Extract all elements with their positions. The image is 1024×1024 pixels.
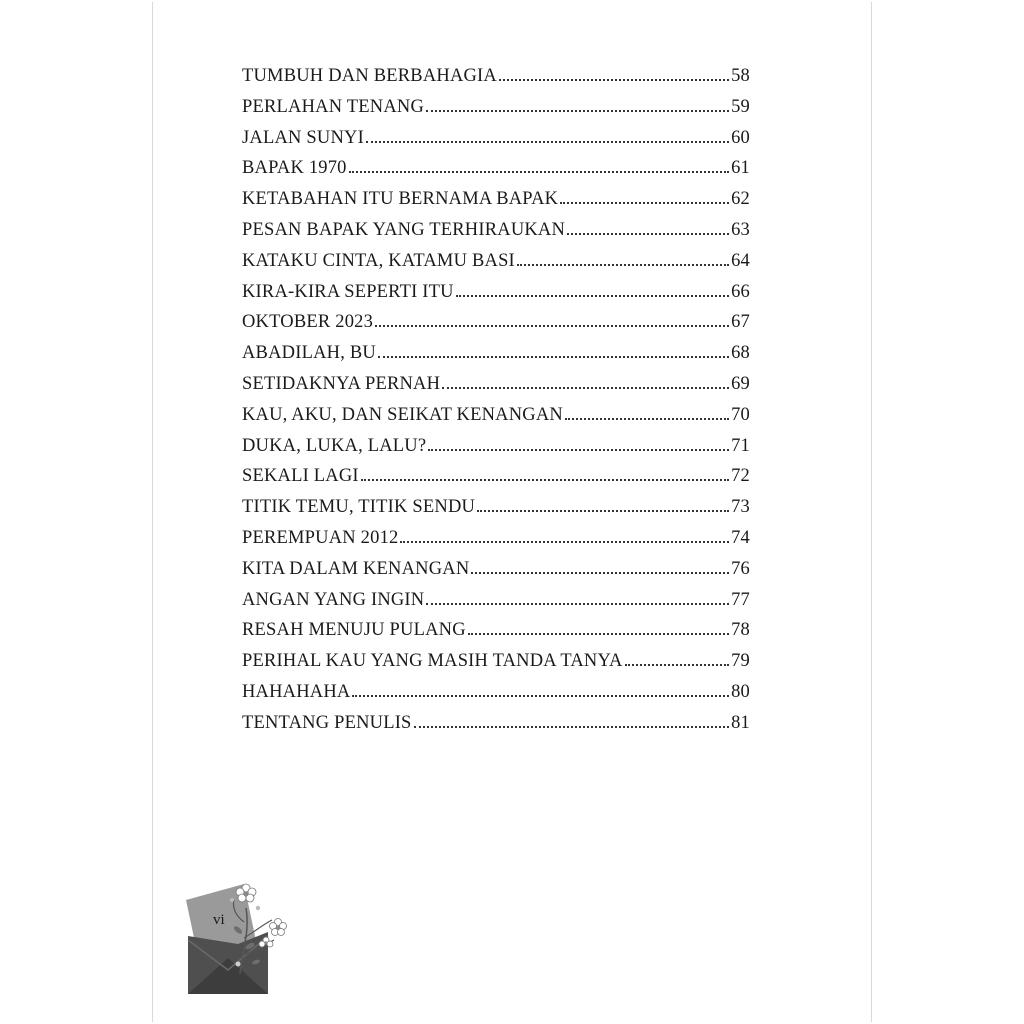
toc-entry-title: ANGAN YANG INGIN [242,589,425,610]
toc-entry [242,374,750,405]
dot-leader [477,510,729,512]
dot-leader [375,325,729,327]
toc-entry [242,158,750,189]
toc-entry-page-number: 76 [731,558,750,579]
toc-entry [242,559,750,590]
toc-entry-page-number: 81 [731,712,750,733]
toc-entry-page-number: 60 [731,127,750,148]
toc-entry-page-number: 78 [731,620,750,641]
dot-leader [468,633,729,635]
toc-entry-title: KIRA-KIRA SEPERTI ITU [242,281,454,302]
toc-entry-title: KETABAHAN ITU BERNAMA BAPAK [242,189,559,210]
toc-entry-page-number: 68 [731,343,750,364]
dot-leader [361,479,729,481]
toc-entry-title: TENTANG PENULIS [242,712,412,733]
toc-entry-page-number: 74 [731,527,750,548]
toc-entry-title: DUKA, LUKA, LALU? [242,435,427,456]
dot-leader [471,572,729,574]
toc-entry [242,343,750,374]
toc-entry-title: HAHAHAHA [242,681,351,702]
dot-leader [517,264,729,266]
toc-entry-page-number: 64 [731,250,750,271]
toc-entry-title: KITA DALAM KENANGAN [242,558,470,579]
dot-leader [499,79,729,81]
envelope-flower-icon [184,878,294,998]
toc-entry-title: TITIK TEMU, TITIK SENDU [242,497,476,518]
toc-entry [242,651,750,682]
toc-entry-page-number: 77 [731,589,750,610]
toc-entry-page-number: 73 [731,497,750,518]
dot-leader [625,664,730,666]
toc-entry-title: SEKALI LAGI [242,466,359,487]
toc-entry-title: SETIDAKNYA PERNAH [242,373,441,394]
toc-entry-page-number: 72 [731,466,750,487]
toc-entry [242,497,750,528]
toc-entry-page-number: 58 [731,66,750,86]
toc-entry-title: KAU, AKU, DAN SEIKAT KENANGAN [242,404,563,425]
toc-entry-page-number: 80 [731,681,750,702]
toc-entry [242,713,750,744]
toc-entry [242,97,750,128]
toc-entry-title: ABADILAH, BU [242,343,376,364]
toc-entry-page-number: 70 [731,404,750,425]
toc-entry [242,620,750,651]
toc-entry-title: KATAKU CINTA, KATAMU BASI [242,250,515,271]
toc-entry-page-number: 66 [731,281,750,302]
toc-entry-title: PEREMPUAN 2012 [242,527,399,548]
toc-entry [242,682,750,713]
dot-leader [414,726,730,728]
dot-leader [426,110,729,112]
toc-entry-page-number: 79 [731,651,750,672]
toc-entry-title: TUMBUH DAN BERBAHAGIA [242,66,497,86]
toc-entry-title: RESAH MENUJU PULANG [242,620,466,641]
dot-leader [567,233,729,235]
toc-entry-page-number: 69 [731,373,750,394]
page-folio: vi [213,912,225,928]
dot-leader [428,449,729,451]
dot-leader [442,387,729,389]
toc-entry [242,466,750,497]
toc-entry-title: PESAN BAPAK YANG TERHIRAUKAN [242,219,566,240]
toc-entry [242,282,750,313]
toc-entry [242,528,750,559]
dot-leader [400,541,729,543]
dot-leader [378,356,729,358]
dot-leader [456,295,729,297]
dot-leader [366,141,729,143]
dot-leader [560,202,729,204]
dot-leader [565,418,729,420]
toc-entry [242,436,750,467]
dot-leader [426,603,729,605]
toc-entry [242,590,750,621]
dot-leader [352,695,729,697]
toc-entry-title: OKTOBER 2023 [242,312,374,333]
toc-entry [242,251,750,282]
toc-entry [242,312,750,343]
toc-entry-title: PERIHAL KAU YANG MASIH TANDA TANYA [242,651,623,672]
toc-entry-title: PERLAHAN TENANG [242,96,425,117]
toc-entry-page-number: 63 [731,219,750,240]
toc-entry [242,405,750,436]
toc-entry-page-number: 71 [731,435,750,456]
toc-entry-page-number: 67 [731,312,750,333]
toc-entry [242,220,750,251]
toc-entry-page-number: 62 [731,189,750,210]
toc-entry [242,189,750,220]
toc-entry-title: JALAN SUNYI [242,127,364,148]
toc-entry [242,128,750,159]
toc-entry [242,66,750,97]
toc-entry-page-number: 59 [731,96,750,117]
dot-leader [349,171,729,173]
book-page [152,2,872,1022]
toc-entry-title: BAPAK 1970 [242,158,347,179]
table-of-contents [242,66,750,744]
toc-entry-page-number: 61 [731,158,750,179]
